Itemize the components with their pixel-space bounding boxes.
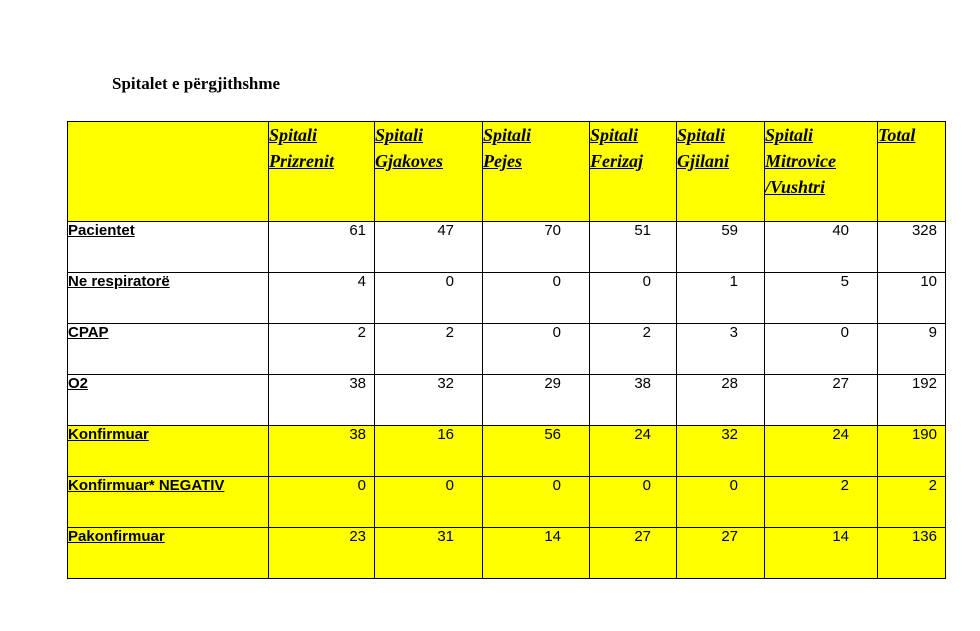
table-cell: 0 [269,477,375,528]
row-label: CPAP [68,324,269,375]
table-cell: 38 [269,426,375,477]
table-cell: 9 [878,324,946,375]
table-cell: 14 [765,528,878,579]
table-cell: 3 [677,324,765,375]
table-cell: 27 [765,375,878,426]
table-cell: 2 [375,324,483,375]
column-header-line1: Spitali [269,125,318,145]
column-header [677,122,765,222]
column-header [375,122,483,222]
table-cell: 0 [765,324,878,375]
table-cell: 38 [269,375,375,426]
table-cell: 0 [677,477,765,528]
table-cell: 136 [878,528,946,579]
column-header [590,122,677,222]
column-header-line1: Spitali [677,125,726,145]
table-cell: 14 [483,528,590,579]
table-cell: 38 [590,375,677,426]
column-header-line1: Spitali [375,125,424,145]
table-cell: 16 [375,426,483,477]
row-label: Konfirmuar* NEGATIV [68,477,269,528]
table-row [68,528,946,579]
table-cell: 47 [375,222,483,273]
row-label: Pakonfirmuar [68,528,269,579]
table-cell: 51 [590,222,677,273]
row-label: O2 [68,375,269,426]
table-cell: 59 [677,222,765,273]
column-header-line1: Spitali [765,125,814,145]
table-cell: 192 [878,375,946,426]
column-header [765,122,878,222]
table-cell: 23 [269,528,375,579]
table-cell: 2 [269,324,375,375]
column-header-line2: Gjilani [677,151,730,171]
column-header-line1: Total [878,125,916,145]
column-header [483,122,590,222]
table-row [68,222,946,273]
table-cell: 27 [590,528,677,579]
document-title: Spitalet e përgjithshme [112,74,281,93]
table-cell: 40 [765,222,878,273]
table-cell: 0 [483,273,590,324]
table-cell: 32 [375,375,483,426]
table-cell: 0 [375,273,483,324]
table-cell: 0 [375,477,483,528]
table-cell: 61 [269,222,375,273]
table-cell: 4 [269,273,375,324]
table-cell: 70 [483,222,590,273]
column-header [878,122,946,222]
row-label: Pacientet [68,222,269,273]
column-header-line1: Spitali [483,125,532,145]
table-cell: 32 [677,426,765,477]
table-cell: 0 [483,477,590,528]
table-row [68,477,946,528]
column-header-line2: Ferizaj [590,151,644,171]
table-cell: 2 [590,324,677,375]
table-cell: 24 [765,426,878,477]
column-header-line2: Pejes [483,151,522,171]
table-cell: 29 [483,375,590,426]
table-row [68,426,946,477]
column-header-line2: Prizrenit [269,151,335,171]
table-cell: 0 [590,273,677,324]
row-label: Ne respiratorë [68,273,269,324]
table-cell: 10 [878,273,946,324]
table-cell: 190 [878,426,946,477]
table-cell: 31 [375,528,483,579]
column-header [269,122,375,222]
column-header-line1: Spitali [590,125,639,145]
table-row [68,324,946,375]
table-cell: 24 [590,426,677,477]
column-header-line2: Gjakoves [375,151,443,171]
hospital-stats-table [67,121,946,579]
table-row [68,375,946,426]
table-cell: 27 [677,528,765,579]
table-cell: 328 [878,222,946,273]
column-header-line2: Mitrovice [765,151,836,171]
table-cell: 2 [765,477,878,528]
table-row [68,273,946,324]
table-cell: 5 [765,273,878,324]
column-header-line3: /Vushtri [765,177,826,197]
row-label: Konfirmuar [68,426,269,477]
header-empty-cell [68,122,269,222]
table-cell: 2 [878,477,946,528]
table-cell: 28 [677,375,765,426]
table-cell: 56 [483,426,590,477]
table-cell: 1 [677,273,765,324]
table-cell: 0 [483,324,590,375]
table-header-row [68,122,946,222]
table-cell: 0 [590,477,677,528]
